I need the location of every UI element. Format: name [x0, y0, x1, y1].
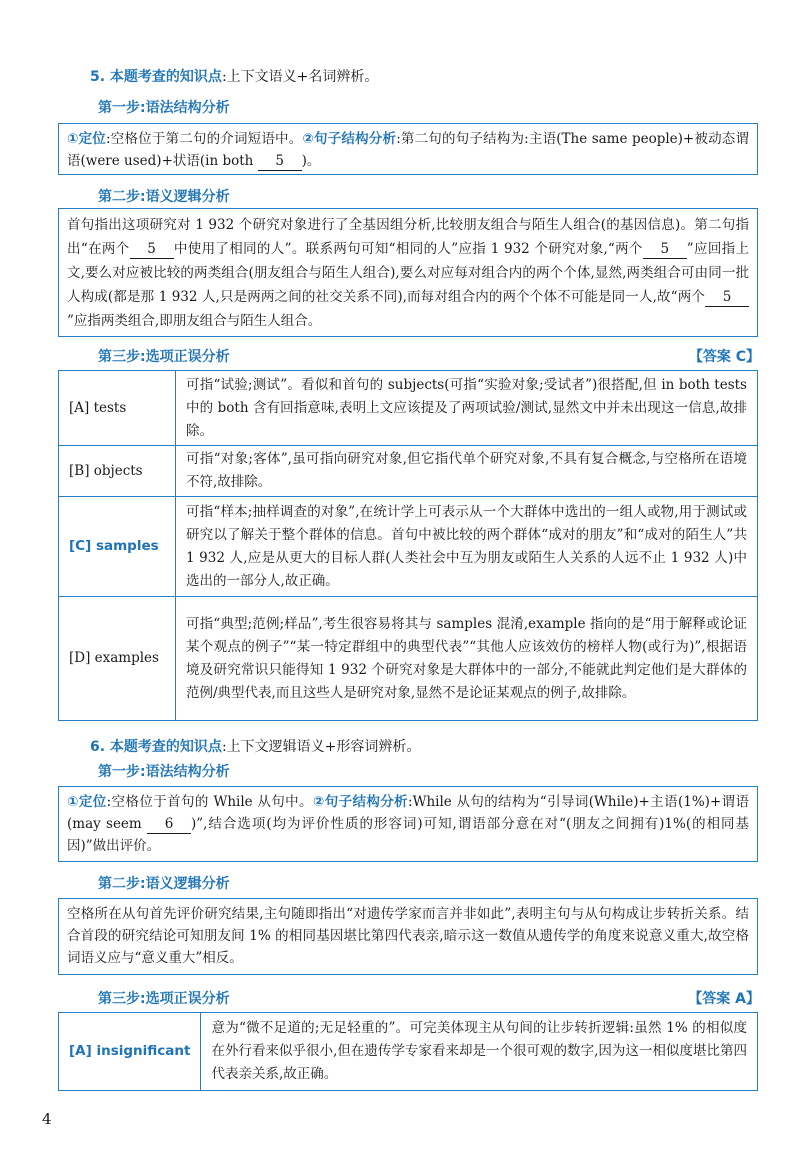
- option-row: [59, 1013, 758, 1091]
- q6-answer-badge: 【答案 A】: [688, 991, 760, 1007]
- q6-step2-heading: 第二步:语义逻辑分析: [98, 876, 230, 892]
- option-text: 可指“对象;客体”,虽可指向研究对象,但它指代单个研究对象,不具有复合概念,与空格所在语境不符,故排除。: [176, 446, 758, 497]
- q5-step2-heading: 第二步:语义逻辑分析: [98, 189, 230, 205]
- q5-step1-box: ①定位:空格位于第二句的介词短语中。②句子结构分析:第二句的句子结构为:主语(The same people)+被动态谓语(were used)+状语(in both 5 )。: [58, 123, 758, 175]
- q5-step3-heading: 第三步:选项正误分析: [98, 349, 230, 365]
- option-text: 可指“试验;测试”。看似和首句的 subjects(可指“实验对象;受试者”)很搭配,但 in both tests 中的 both 含有回指意味,表明上文应该提及了两项试验/测试,显然文中并未出现这一信息,故排除。: [176, 371, 758, 446]
- q6-step2-box: 空格所在从句首先评价研究结果,主句随即指出“对遗传学家而言并非如此”,表明主句与从句构成让步转折关系。结合首段的研究结论可知朋友间 1% 的相同基因堪比第四代表亲,暗示这一数值从遗传学的角度来说意义重大,故空格词语义应与“意义重大”相反。: [58, 898, 758, 975]
- option-text: 可指“样本;抽样调查的对象”,在统计学上可表示从一个大群体中选出的一组人或物,用于测试或研究以了解关于整个群体的信息。首句中被比较的两个群体“成对的朋友”和“成对的陌生人”共 1 932 人,应是从更大的目标人群(人类社会中互为朋友或陌生人关系的人远不止 1 932 人)中选出的一部分人,故正确。: [176, 497, 758, 597]
- q5-title: 5. 本题考查的知识点:上下文语义+名词辨析。: [90, 69, 379, 85]
- q6-title: 6. 本题考查的知识点:上下文逻辑语义+形容词辨析。: [90, 739, 421, 755]
- option-row: [59, 597, 758, 721]
- q6-options-table: [58, 1012, 758, 1091]
- blank-6: 6: [147, 815, 191, 834]
- option-label-correct: [A] insignificant: [59, 1013, 201, 1091]
- q6-step1-box: ①定位:空格位于首句的 While 从句中。②句子结构分析:While 从句的结构为“引导词(While)+主语(1%)+谓语(may seem 6 )”,结合选项(均为评价性质的形容词)可知,谓语部分意在对“(朋友之间拥有)1%(的相同基因)”做出评价。: [58, 786, 758, 862]
- q5-answer-badge: 【答案 C】: [688, 349, 760, 365]
- blank-5: 5: [705, 288, 749, 307]
- option-text: 意为“微不足道的;无足轻重的”。可完美体现主从句间的让步转折逻辑:虽然 1% 的相似度在外行看来似乎很小,但在遗传学专家看来却是一个很可观的数字,因为这一相似度堪比第四代表亲关系,故正确。: [201, 1013, 758, 1091]
- option-label-correct: [C] samples: [59, 497, 176, 597]
- option-row: [59, 497, 758, 597]
- q5-options-table: [58, 370, 758, 721]
- option-row: [59, 371, 758, 446]
- q5-step1-heading: 第一步:语法结构分析: [98, 100, 230, 116]
- option-row: [59, 446, 758, 497]
- option-label: [D] examples: [59, 597, 176, 721]
- blank-5: 5: [258, 152, 302, 171]
- option-label: [B] objects: [59, 446, 176, 497]
- q6-step3-heading: 第三步:选项正误分析: [98, 991, 230, 1007]
- page-number: 4: [42, 1110, 52, 1128]
- q6-step1-heading: 第一步:语法结构分析: [98, 764, 230, 780]
- blank-5: 5: [130, 240, 174, 259]
- blank-5: 5: [643, 240, 687, 259]
- option-label: [A] tests: [59, 371, 176, 446]
- q5-step2-box: 首句指出这项研究对 1 932 个研究对象进行了全基因组分析,比较朋友组合与陌生人组合(的基因信息)。第二句指出“在两个 5 中使用了相同的人”。联系两句可知“相同的人”应指 1 932 个研究对象,“两个 5 ”应回指上文,要么对应被比较的两类组合(朋友组合与陌生人组合),要么对应每对组合内的两个个体,显然,两类组合可由同一批人构成(都是那 1 932 人,只是两两之间的社交关系不同),而每对组合内的两个个体不可能是同一人,故“两个 5”应指两类组合,即朋友组合与陌生人组合。: [58, 208, 758, 337]
- option-text: 可指“典型;范例;样品”,考生很容易将其与 samples 混淆,example 指向的是“用于解释或论证某个观点的例子”“某一特定群组中的典型代表”“其他人应该效仿的榜样人物(或行为)”,根据语境及研究常识只能得知 1 932 个研究对象是大群体中的一部分,不能就此判定他们是大群体的范例/典型代表,而且这些人是研究对象,显然不是论证某观点的例子,故排除。: [176, 597, 758, 721]
